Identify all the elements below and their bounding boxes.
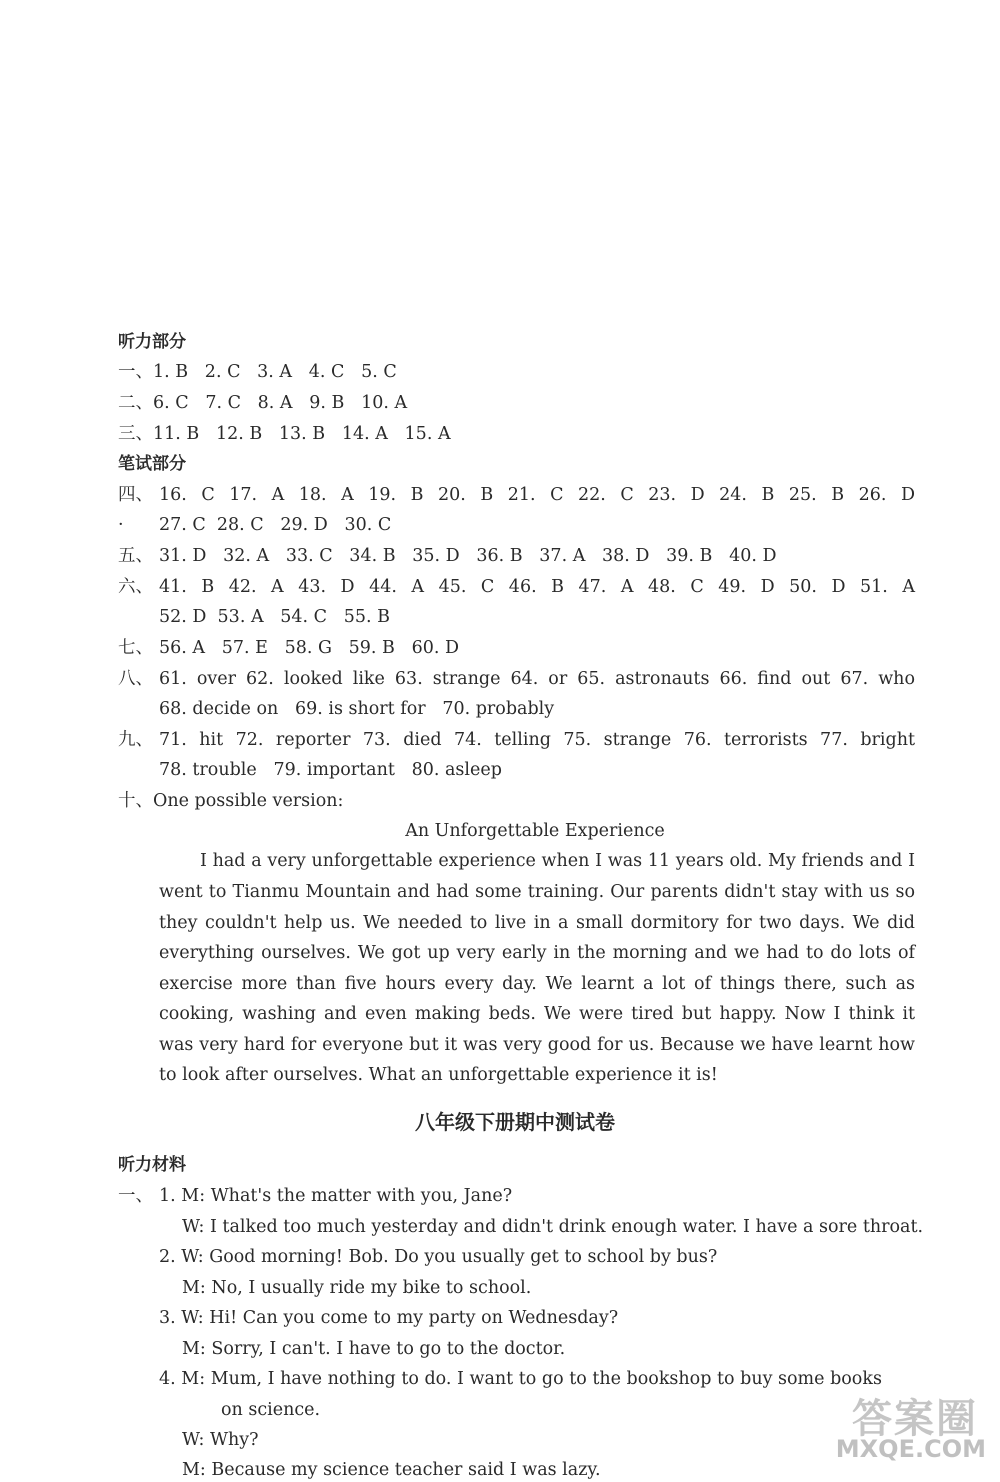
section-number: 四、 [118,485,153,505]
answer-text: 1. B 2. C 3. A 4. C 5. C [153,362,397,382]
utterance: What's the matter with you, Jane? [210,1186,513,1206]
essay-row [118,789,343,813]
answer-text: 52. D 53. A 54. C 55. B [159,607,390,627]
answer-row-6 [118,575,153,599]
watermark-url: MXQE.COM [835,1435,986,1463]
section-number: 五、 [118,546,153,566]
speaker: W: [182,1217,205,1237]
answer-text: 71. hit 72. reporter 73. died 74. telling 75. strange 76. terrorists 77. bright [159,730,915,750]
answer-row-2 [118,391,407,415]
speaker: M: [182,1460,206,1480]
utterance: I talked too much yesterday and didn't drink enough water. I have a sore throat. [209,1217,924,1237]
dialogue-line [182,1428,258,1452]
answer-text: 56. A 57. E 58. G 59. B 60. D [159,638,460,658]
section-number: 二、 [118,393,153,413]
answer-row-4 [118,483,153,507]
watermark-logo [762,1387,992,1467]
material-header: 听力材料 [118,1155,186,1175]
essay-line: I had a very unforgettable experience when I was 11 years old. My friends and I [200,851,915,871]
essay-line: to look after ourselves. What an unforgettable experience it is! [159,1065,718,1085]
answer-text: 41. B 42. A 43. D 44. A 45. C 46. B 47. A 48. C 49. D 50. D 51. A [159,577,915,597]
material-row [118,1184,153,1208]
answer-text: 61. over 62. looked like 63. strange 64. or 65. astronauts 66. find out 67. who [159,669,915,689]
essay-line: went to Tianmu Mountain and had some training. Our parents didn't stay with us so [159,882,915,902]
written-header: 笔试部分 [118,454,186,474]
answer-row-3 [118,422,451,446]
essay-intro: One possible version: [153,791,344,811]
speaker: W: [181,1247,204,1267]
answer-text: 68. decide on 69. is short for 70. probably [159,699,555,719]
answer-text: 6. C 7. C 8. A 9. B 10. A [153,393,408,413]
bullet-mark: · [118,515,124,535]
answer-row-7 [118,636,153,660]
dialogue-line [159,1306,618,1330]
utterance: Hi! Can you come to my party on Wednesday? [209,1308,619,1328]
answer-row-9 [118,728,153,752]
section-title: 八年级下册期中测试卷 [415,1110,615,1134]
dialogue-number: 4. [159,1369,176,1389]
answer-row-5 [118,544,153,568]
speaker: M: [182,1339,206,1359]
section-number: 七、 [118,638,153,658]
section-number: 一、 [118,1186,153,1206]
dialogue-line [159,1245,717,1269]
utterance: Mum, I have nothing to do. I want to go to the bookshop to buy some books [210,1369,882,1389]
answer-text: 78. trouble 79. important 80. asleep [159,760,502,780]
answer-text: 31. D 32. A 33. C 34. B 35. D 36. B 37. A 38. D 39. B 40. D [159,546,777,566]
answer-text: 27. C 28. C 29. D 30. C [159,515,392,535]
section-number: 三、 [118,424,153,444]
dialogue-number: 1. [159,1186,176,1206]
dialogue-line [182,1276,531,1300]
dialogue-number: 3. [159,1308,176,1328]
speaker: M: [181,1186,206,1206]
speaker: W: [181,1308,204,1328]
speaker: M: [181,1369,206,1389]
section-number: 八、 [118,669,153,689]
watermark-text: 答案圈 [852,1396,978,1442]
section-number: 九、 [118,730,153,750]
essay-title: An Unforgettable Experience [405,821,665,841]
answer-row-1 [118,360,397,384]
dialogue-line [182,1458,601,1482]
speaker: M: [182,1278,206,1298]
dialogue-line [159,1184,512,1208]
dialogue-number: 2. [159,1247,176,1267]
listening-header: 听力部分 [118,332,186,352]
essay-line: everything ourselves. We got up very early in the morning and we had to do lots of [159,943,915,963]
answer-row-8 [118,667,153,691]
answer-text: 11. B 12. B 13. B 14. A 15. A [153,424,451,444]
utterance: No, I usually ride my bike to school. [211,1278,532,1298]
speaker: W: [182,1430,205,1450]
dialogue-line [221,1398,320,1422]
section-number: 一、 [118,362,153,382]
utterance: Why? [209,1430,259,1450]
utterance: Because my science teacher said I was lazy. [211,1460,601,1480]
utterance: on science. [221,1400,321,1420]
essay-line: was very hard for everyone but it was very good for us. Because we have learnt how [159,1035,915,1055]
utterance: Good morning! Bob. Do you usually get to school by bus? [209,1247,718,1267]
dialogue-line [182,1215,923,1239]
answer-text: 16. C 17. A 18. A 19. B 20. B 21. C 22. C 23. D 24. B 25. B 26. D [159,485,915,505]
essay-line: exercise more than five hours every day. We learnt a lot of things there, such as [159,974,915,994]
dialogue-line [182,1337,565,1361]
utterance: Sorry, I can't. I have to go to the doctor. [211,1339,566,1359]
essay-line: they couldn't help us. We needed to live in a small dormitory for two days. We did [159,913,915,933]
section-number: 十、 [118,791,153,811]
essay-line: cooking, washing and even making beds. We were tired but happy. Now I think it [159,1004,915,1024]
section-number: 六、 [118,577,153,597]
